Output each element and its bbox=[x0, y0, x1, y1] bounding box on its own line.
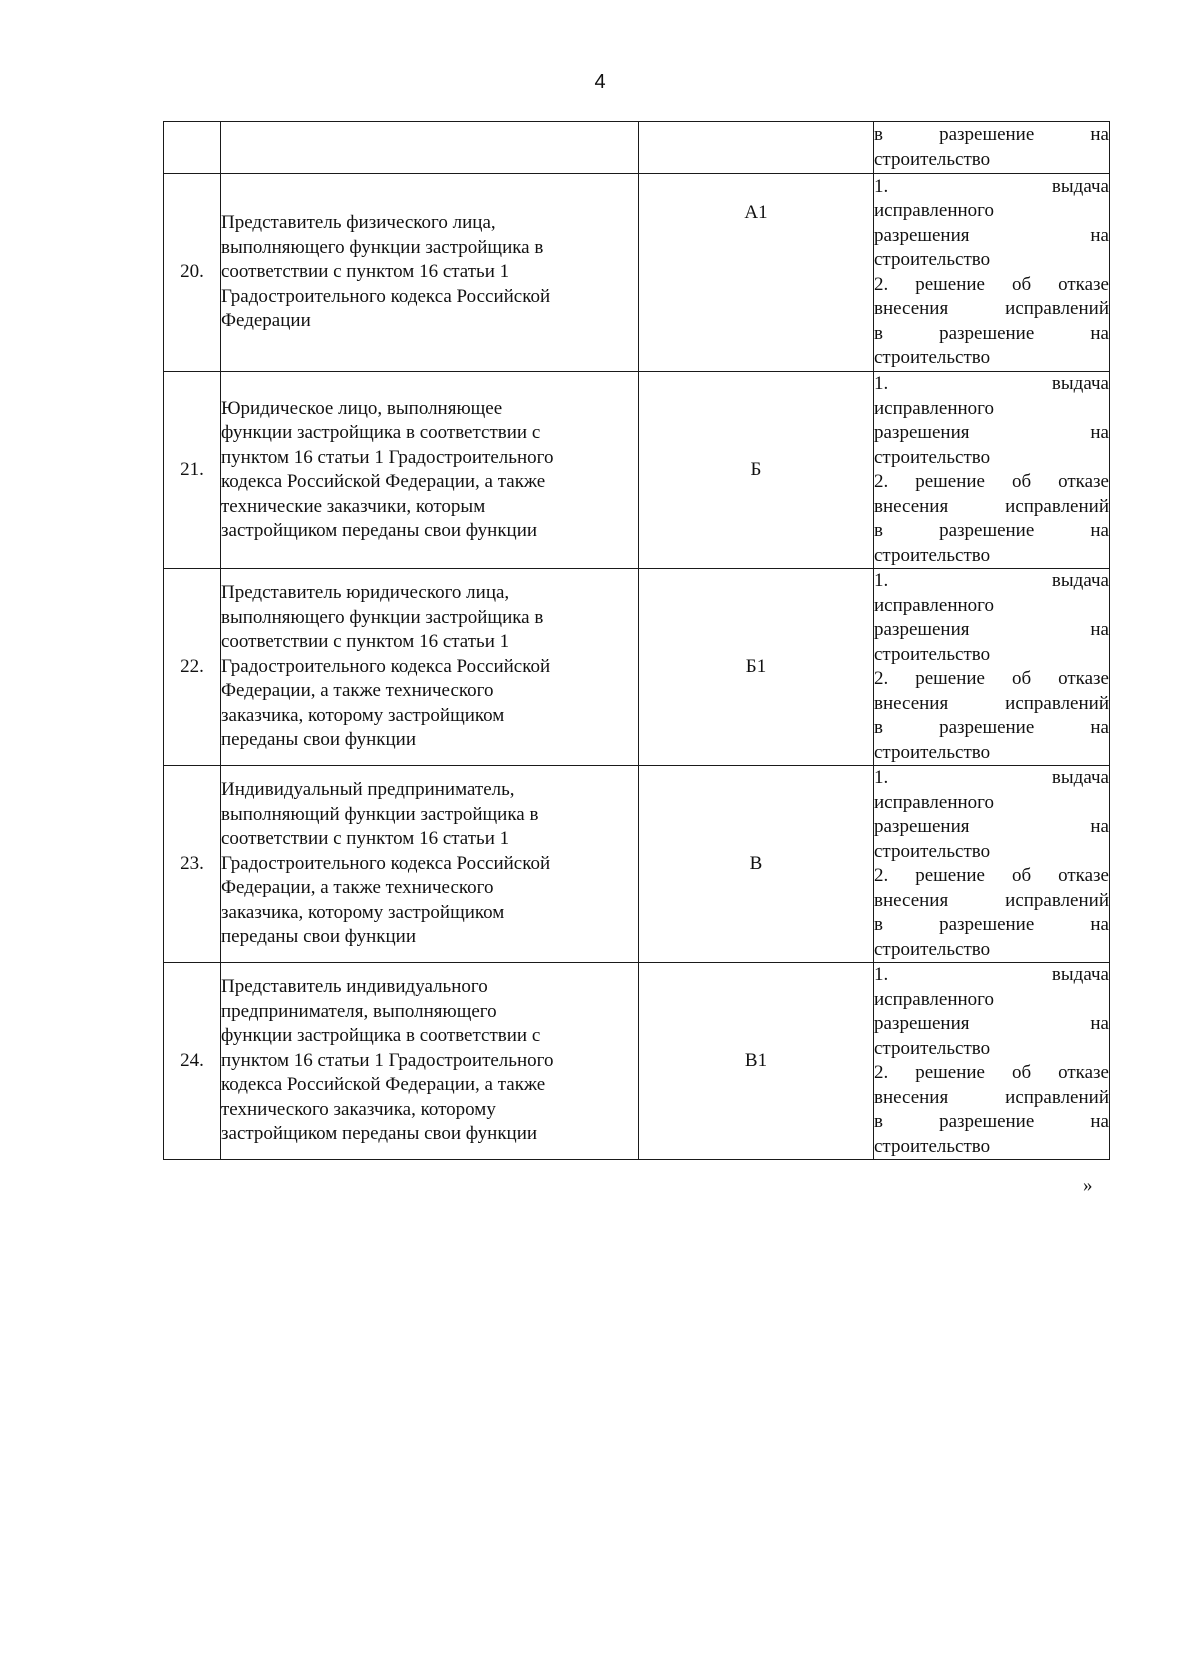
result-line: исправленного bbox=[874, 397, 994, 419]
result-word: на bbox=[1090, 717, 1109, 738]
code-cell: Б bbox=[639, 372, 874, 569]
applicant-line: застройщиком переданы свои функции bbox=[221, 520, 538, 541]
applicant-line: Представитель юридического лица, bbox=[221, 582, 510, 604]
result-cell bbox=[874, 122, 1110, 174]
result-word: 1. bbox=[874, 175, 889, 197]
result-word: 2. bbox=[874, 273, 889, 295]
result-word: исправлений bbox=[1005, 298, 1109, 319]
result-word: в bbox=[874, 322, 883, 344]
result-word: решение bbox=[915, 1062, 985, 1083]
result-line: исправленного bbox=[874, 200, 994, 221]
result-word: 1. bbox=[874, 570, 889, 591]
result-word: на bbox=[1090, 914, 1109, 935]
page-number: 4 bbox=[594, 71, 606, 93]
table-row bbox=[164, 963, 1110, 1160]
applicant-line: переданы свои функции bbox=[221, 729, 417, 751]
applicant-line: соответствии с пунктом 16 статьи 1 bbox=[221, 631, 510, 653]
result-line bbox=[874, 913, 1109, 938]
code-cell: А1 bbox=[639, 174, 874, 372]
result-line bbox=[874, 963, 1109, 988]
result-cell bbox=[874, 963, 1110, 1160]
result-line bbox=[874, 175, 1109, 200]
result-word: на bbox=[1090, 422, 1109, 443]
result-word: решение bbox=[915, 668, 985, 689]
row-number-cell: 20. bbox=[164, 174, 221, 372]
result-line: строительство bbox=[874, 1135, 991, 1157]
result-word: об bbox=[1011, 865, 1032, 886]
row-number-cell: 24. bbox=[164, 963, 221, 1160]
applicant-line: застройщиком переданы свои функции bbox=[221, 1123, 538, 1145]
result-line: исправленного bbox=[874, 594, 994, 616]
result-word: отказе bbox=[1058, 273, 1109, 295]
result-word: решение bbox=[915, 471, 985, 492]
result-word: выдача bbox=[1051, 373, 1109, 394]
result-word: 2. bbox=[874, 471, 889, 492]
result-line bbox=[874, 667, 1109, 692]
result-word: решение bbox=[915, 865, 985, 886]
result-line bbox=[874, 1061, 1109, 1086]
result-word: разрешение bbox=[939, 124, 1035, 145]
table-row bbox=[164, 174, 1110, 372]
result-word: внесения bbox=[874, 1086, 949, 1108]
applicant-cell bbox=[221, 569, 639, 766]
applicant-line: Градостроительного кодекса Российской bbox=[221, 285, 551, 307]
applicant-line: Федерации bbox=[221, 310, 311, 332]
result-word: выдача bbox=[1051, 175, 1109, 197]
closing-quote-mark: » bbox=[1083, 1175, 1093, 1196]
result-word: разрешение bbox=[939, 717, 1035, 738]
result-line bbox=[874, 519, 1109, 544]
applicant-line: технического заказчика, которому bbox=[221, 1098, 496, 1120]
result-line bbox=[874, 470, 1109, 495]
table-row bbox=[164, 766, 1110, 963]
result-word: об bbox=[1011, 668, 1032, 689]
applicant-line: пунктом 16 статьи 1 Градостроительного bbox=[221, 446, 554, 468]
result-word: разрешение bbox=[939, 322, 1035, 344]
result-line bbox=[874, 273, 1109, 298]
applicant-line: Градостроительного кодекса Российской bbox=[221, 655, 551, 677]
result-line: строительство bbox=[874, 148, 991, 170]
result-line: строительство bbox=[874, 347, 991, 368]
result-cell bbox=[874, 174, 1110, 372]
row-number-cell: 23. bbox=[164, 766, 221, 963]
result-word: в bbox=[874, 914, 883, 935]
result-word: разрешения bbox=[874, 1013, 970, 1034]
result-word: внесения bbox=[874, 495, 949, 517]
code-cell: В bbox=[639, 766, 874, 963]
result-cell bbox=[874, 766, 1110, 963]
result-line: строительство bbox=[874, 938, 991, 960]
table-row bbox=[164, 372, 1110, 569]
result-word: внесения bbox=[874, 298, 949, 319]
result-word: на bbox=[1090, 1013, 1109, 1034]
applicant-cell bbox=[221, 372, 639, 569]
result-word: разрешение bbox=[939, 914, 1035, 935]
applicant-cell bbox=[221, 766, 639, 963]
result-line: строительство bbox=[874, 643, 991, 665]
applicant-line: заказчика, которому застройщиком bbox=[221, 704, 505, 726]
result-word: в bbox=[874, 717, 883, 738]
result-word: разрешения bbox=[874, 619, 970, 640]
result-word: об bbox=[1011, 471, 1032, 492]
result-line bbox=[874, 372, 1109, 397]
applicant-line: Федерации, а также технического bbox=[221, 877, 494, 899]
applicant-line: технические заказчики, которым bbox=[221, 495, 486, 517]
result-line bbox=[874, 495, 1109, 520]
applicant-line: кодекса Российской Федерации, а также bbox=[221, 471, 546, 492]
applicant-line: предпринимателя, выполняющего bbox=[221, 1000, 497, 1022]
result-word: в bbox=[874, 1111, 883, 1132]
result-line bbox=[874, 297, 1109, 322]
result-word: 1. bbox=[874, 373, 889, 394]
applicant-cell bbox=[221, 174, 639, 372]
result-word: 2. bbox=[874, 668, 889, 689]
result-word: об bbox=[1011, 1062, 1032, 1083]
result-word: выдача bbox=[1051, 964, 1109, 985]
row-number-cell: 21. bbox=[164, 372, 221, 569]
result-word: 2. bbox=[874, 865, 889, 886]
applicant-line: выполняющего функции застройщика в bbox=[221, 606, 544, 628]
applicant-line: Представитель физического лица, bbox=[221, 212, 496, 234]
result-line: строительство bbox=[874, 544, 991, 566]
result-word: внесения bbox=[874, 889, 949, 911]
result-word: выдача bbox=[1051, 767, 1109, 788]
result-word: на bbox=[1090, 520, 1109, 541]
result-word: разрешение bbox=[939, 520, 1035, 541]
result-line: исправленного bbox=[874, 791, 994, 813]
result-word: в bbox=[874, 520, 883, 541]
table-row bbox=[164, 569, 1110, 766]
result-word: на bbox=[1090, 124, 1109, 145]
applicant-line: Представитель индивидуального bbox=[221, 976, 488, 998]
result-line bbox=[874, 123, 1109, 148]
applicant-line: переданы свои функции bbox=[221, 926, 417, 948]
result-word: разрешения bbox=[874, 816, 970, 837]
result-word: исправлений bbox=[1005, 495, 1109, 517]
result-word: разрешения bbox=[874, 422, 970, 443]
result-word: отказе bbox=[1058, 865, 1109, 886]
applicant-line: выполняющий функции застройщика в bbox=[221, 803, 539, 825]
applicant-cell bbox=[221, 963, 639, 1160]
applicant-line: соответствии с пунктом 16 статьи 1 bbox=[221, 828, 510, 850]
result-line bbox=[874, 421, 1109, 446]
result-line: строительство bbox=[874, 1037, 991, 1059]
result-line bbox=[874, 618, 1109, 643]
code-cell bbox=[639, 122, 874, 174]
result-word: внесения bbox=[874, 692, 949, 714]
applicant-table bbox=[163, 121, 1110, 1160]
result-line bbox=[874, 569, 1109, 594]
result-line: строительство bbox=[874, 446, 991, 468]
result-word: на bbox=[1090, 224, 1109, 246]
result-line bbox=[874, 815, 1109, 840]
result-word: на bbox=[1090, 1111, 1109, 1132]
applicant-line: Градостроительного кодекса Российской bbox=[221, 852, 551, 874]
result-word: на bbox=[1090, 816, 1109, 837]
result-word: исправлений bbox=[1005, 889, 1109, 911]
result-line bbox=[874, 1012, 1109, 1037]
result-word: решение bbox=[915, 273, 985, 295]
row-number-cell: 22. bbox=[164, 569, 221, 766]
applicant-line: функции застройщика в соответствии с bbox=[221, 422, 541, 443]
applicant-line: соответствии с пунктом 16 статьи 1 bbox=[221, 261, 510, 283]
result-line: исправленного bbox=[874, 988, 994, 1010]
result-word: отказе bbox=[1058, 668, 1109, 689]
result-word: исправлений bbox=[1005, 692, 1109, 714]
result-line bbox=[874, 766, 1109, 791]
result-cell bbox=[874, 372, 1110, 569]
result-word: об bbox=[1011, 273, 1032, 295]
result-word: 2. bbox=[874, 1062, 889, 1083]
result-line bbox=[874, 224, 1109, 249]
result-word: отказе bbox=[1058, 471, 1109, 492]
applicant-cell bbox=[221, 122, 639, 174]
result-word: отказе bbox=[1058, 1062, 1109, 1083]
row-number-cell bbox=[164, 122, 221, 174]
result-line bbox=[874, 889, 1109, 914]
result-line: строительство bbox=[874, 741, 991, 763]
result-line bbox=[874, 864, 1109, 889]
applicant-line: Федерации, а также технического bbox=[221, 680, 494, 702]
table-row-continuation bbox=[164, 122, 1110, 174]
result-line: строительство bbox=[874, 840, 991, 862]
result-word: выдача bbox=[1051, 570, 1109, 591]
result-line bbox=[874, 692, 1109, 717]
result-word: в bbox=[874, 124, 883, 145]
result-line bbox=[874, 1086, 1109, 1111]
applicant-line: функции застройщика в соответствии с bbox=[221, 1025, 541, 1047]
result-word: 1. bbox=[874, 767, 889, 788]
result-word: на bbox=[1090, 619, 1109, 640]
result-line bbox=[874, 716, 1109, 741]
code-cell: В1 bbox=[639, 963, 874, 1160]
result-line bbox=[874, 322, 1109, 347]
applicant-line: кодекса Российской Федерации, а также bbox=[221, 1074, 546, 1096]
result-word: на bbox=[1090, 322, 1109, 344]
applicant-line: пунктом 16 статьи 1 Градостроительного bbox=[221, 1049, 554, 1071]
result-line: строительство bbox=[874, 249, 991, 270]
result-word: разрешение bbox=[939, 1111, 1035, 1132]
result-word: разрешения bbox=[874, 224, 970, 246]
code-cell: Б1 bbox=[639, 569, 874, 766]
result-cell bbox=[874, 569, 1110, 766]
result-word: 1. bbox=[874, 964, 889, 985]
applicant-line: выполняющего функции застройщика в bbox=[221, 236, 544, 258]
applicant-line: Индивидуальный предприниматель, bbox=[221, 779, 515, 801]
result-line bbox=[874, 1110, 1109, 1135]
applicant-line: заказчика, которому застройщиком bbox=[221, 901, 505, 923]
applicant-line: Юридическое лицо, выполняющее bbox=[221, 397, 503, 419]
result-word: исправлений bbox=[1005, 1086, 1109, 1108]
